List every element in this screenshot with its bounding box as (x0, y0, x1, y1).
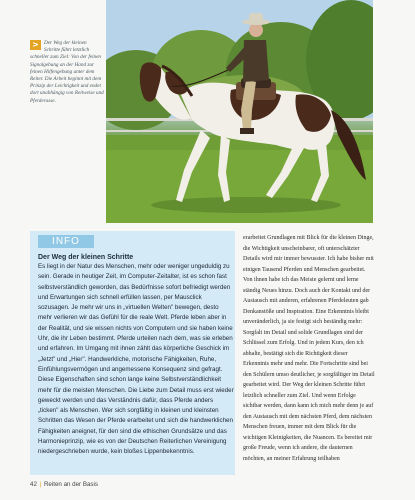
section-title: Reiten an der Basis (43, 481, 98, 488)
caption-arrow-icon: > (30, 40, 41, 50)
page-number: 42 (30, 481, 37, 488)
caption-text: Der Weg der kleinen Schritte führt letztlich schneller zum Ziel: Von der feinen Signalgebung an der Hand zur feinen Hilfengebung unter dem Reiter. Die Arbeit beginnt mit dem Prinzip der Leichtigkeit und endet dort unabhängig von Reitweise und Pferderasse. (30, 40, 104, 104)
page-footer (30, 481, 98, 488)
right-column-text: erarbeitet Grundlagen mit Blick für die kleinen Dinge, die Wichtigkeit unscheinbarer, oft unterschätzter Details wird mir immer bewusster. Ich habe bisher mit einigen Tausend Pferden und Menschen gearbeitet. Von ihnen habe ich das Meiste gelernt und lerne ständig Neues hinzu. Doch auch der Kontakt und der Austausch mit anderen, erfahrenen Pferdeleuten gab Denkanstöße und Inspiration. Eine Erkenntnis bleibt unveränderlich, ja sie festigt sich beständig mehr: Sorgfalt im Detail und solide Grundlagen sind der Schlüssel zum Erfolg. Und in jedem Kurs, den ich abhalte, bestätigt sich die Richtigkeit dieser Erkenntnis mehr und mehr. Die Fortschritte sind bei den Schülern umso deutlicher, je sorgfältiger im Detail gearbeitet wird. Der Weg der kleinen Schritte führt letztlich schneller zum Ziel. Und wenn Erfolge sichtbar werden, dann kann ich mich mehr denn je auf den Austausch mit dem nächsten Pferd, dem nächsten Menschen freuen, immer mit dem Blick für die wichtigen Kleinigkeiten, die Nuancen. Es bereitet mir große Freude, wenn ich andere, die dauternen möchten, an meiner Erfahrung teilhaben (243, 235, 375, 462)
info-text: Es liegt in der Natur des Menschen, mehr oder weniger ungeduldig zu sein. Gerade in heutiger Zeit, im Computer-Zeitalter, ist es schon fast selbstverständlich geworden, das Bedürfnisse sofort befriedigt werden und Erwartungen sich schnell erfüllen lassen, per Mausclick sozusagen. Je mehr wir uns in „virtuellen Welten" bewegen, desto mehr verlieren wir das Gefühl für die reale Welt. Pferde leben aber in der Realität, und sie wissen nichts von Computern und sie haben keine Uhr, die ihr Leben bestimmt. Pferde urteilen nach dem, was sie erleben und erfahren. Im Umgang mit ihnen zählt das körperliche Geschick im „Jetzt" und „Hier". Handwerkliche, motorische Fähigkeiten, Ruhe, Einfühlungsvermögen und angemessene Konsequenz sind gefragt. Diese Eigenschaften sind schon lange keine Selbstverständlichkeit mehr für die meisten Menschen. Die Liebe zum Detail muss erst wieder geweckt werden und das Verständnis dafür, dass Pferde anders „ticken" als Menschen. Wer sich sorgfältig in kleinen und kleinsten Schritten das Wesen der Pferde erarbeitet und sich die handwerklichen Fähigkeiten aneignet, für den sind die ethischen Grundsätze und das Harmonieprinzip, wie es von der Deutschen Reiterlichen Vereinigung niedergeschrieben wurde, kein bloßes Lippenbekenntnis. (38, 263, 234, 456)
info-box (30, 231, 235, 475)
horse-rider-illustration (106, 0, 373, 223)
horse-rider-photo (106, 0, 373, 223)
footer-separator: | (39, 481, 42, 488)
info-tag: INFO (38, 235, 94, 248)
info-title: Der Weg der kleinen Schritte (38, 254, 134, 261)
photo-caption (30, 40, 104, 105)
